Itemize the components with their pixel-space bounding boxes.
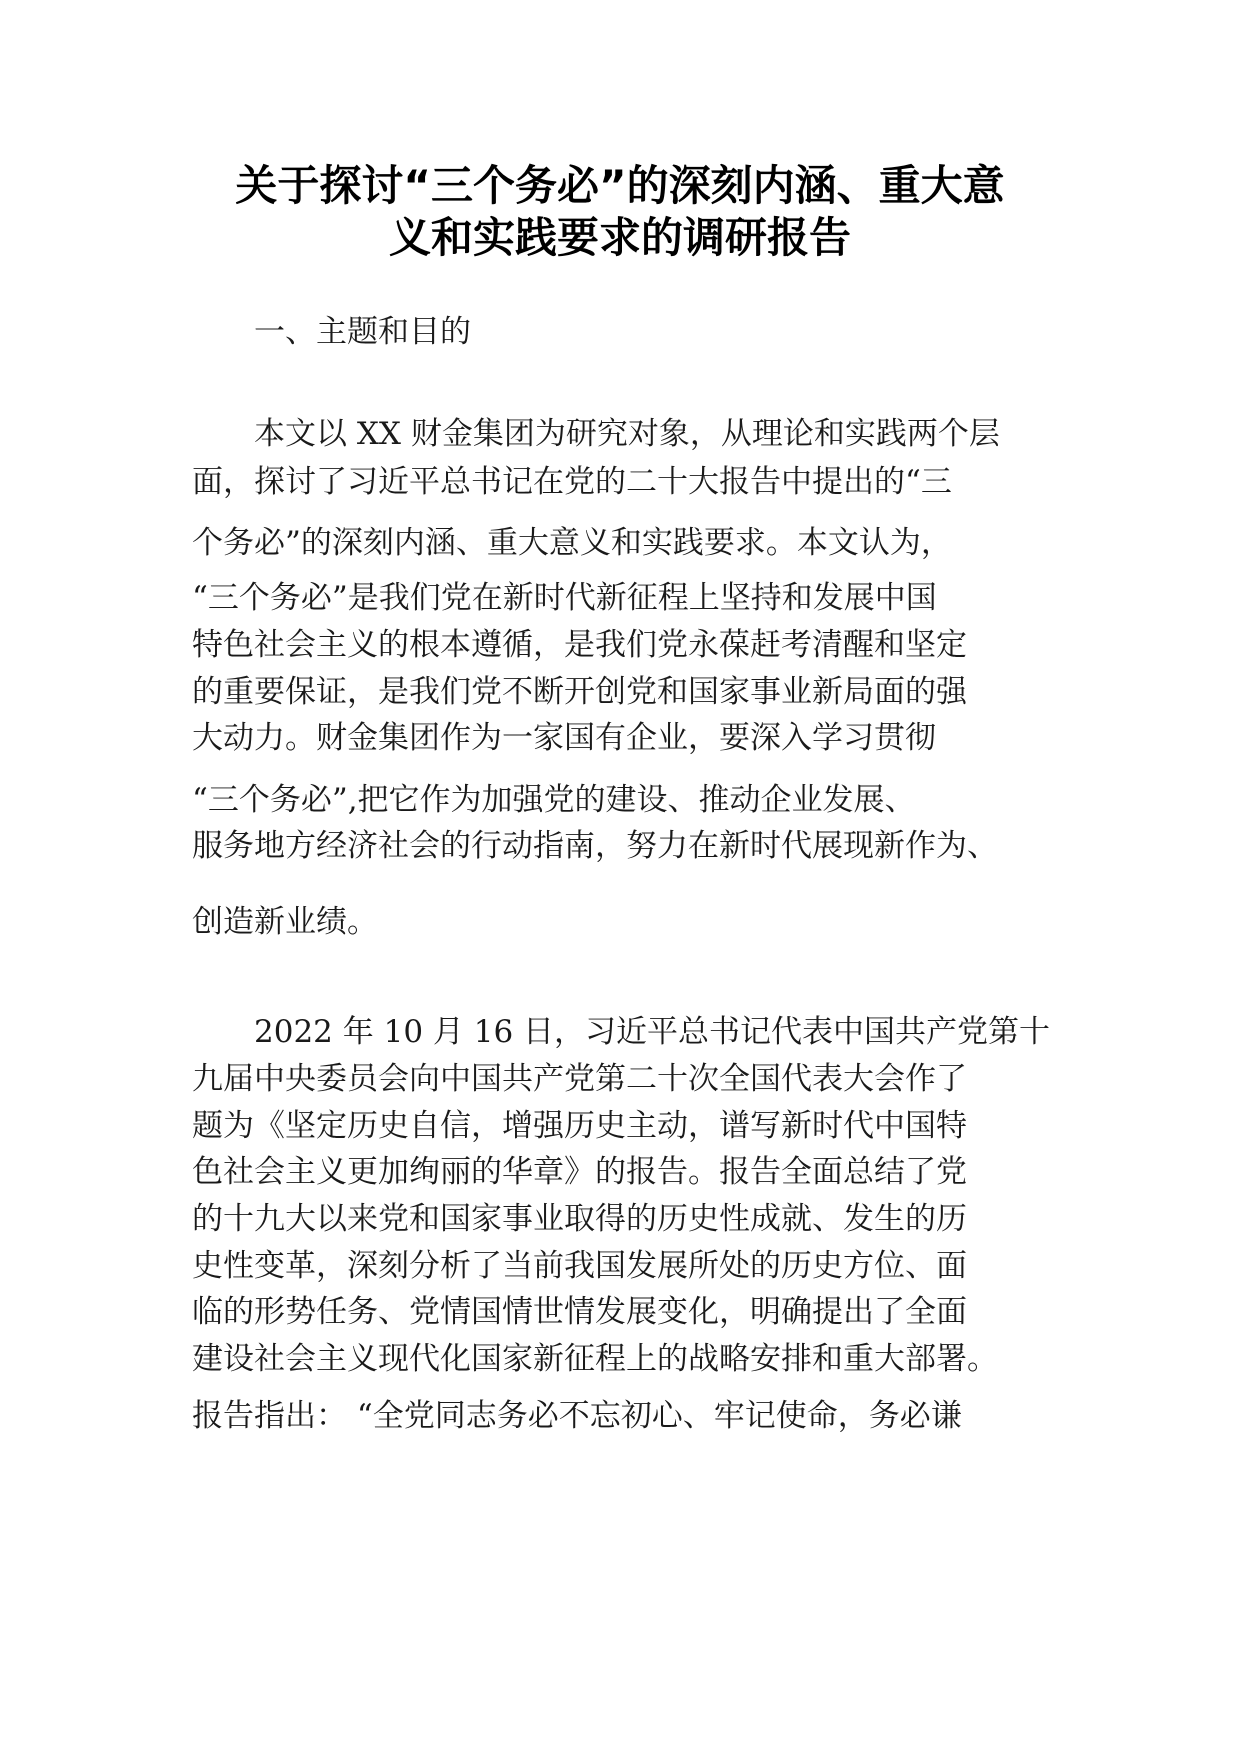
paragraph2-line-1: 2022 年 10 月 16 日，习近平总书记代表中国共产党第十 (254, 1014, 1051, 1050)
document-title-line-2: 义和实践要求的调研报告 (388, 213, 851, 262)
paragraph1-line-7: 大动力。财金集团作为一家国有企业，要深入学习贯彻 (192, 720, 936, 756)
paragraph2-line-6: 史性变革，深刻分析了当前我国发展所处的历史方位、面 (192, 1248, 967, 1284)
paragraph1-line-3: 个务必”的深刻内涵、重大意义和实践要求。本文认为， (192, 525, 952, 561)
paragraph1-line-2: 面，探讨了习近平总书记在党的二十大报告中提出的“三 (192, 464, 952, 500)
paragraph2-line-5: 的十九大以来党和国家事业取得的历史性成就、发生的历 (192, 1201, 967, 1237)
paragraph2-line-4: 色社会主义更加绚丽的华章》的报告。报告全面总结了党 (192, 1154, 967, 1190)
paragraph1-line-8: “三个务必”,把它作为加强党的建设、推动企业发展、 (192, 782, 916, 818)
document-title-line-1: 关于探讨“三个务必”的深刻内涵、重大意 (235, 161, 1005, 210)
paragraph1-line-4: “三个务必”是我们党在新时代新征程上坚持和发展中国 (192, 580, 937, 616)
paragraph1-line-9: 服务地方经济社会的行动指南，努力在新时代展现新作为、 (192, 828, 998, 864)
paragraph1-line-6: 的重要保证，是我们党不断开创党和国家事业新局面的强 (192, 674, 967, 710)
paragraph1-line-5: 特色社会主义的根本遵循，是我们党永葆赶考清醒和坚定 (192, 627, 967, 663)
section-heading: 一、主题和目的 (254, 314, 471, 350)
paragraph1-line-10: 创造新业绩。 (192, 904, 378, 940)
paragraph2-line-7: 临的形势任务、党情国情世情发展变化，明确提出了全面 (192, 1294, 967, 1330)
paragraph1-line-1: 本文以 XX 财金集团为研究对象，从理论和实践两个层 (254, 416, 1000, 452)
paragraph2-line-2: 九届中央委员会向中国共产党第二十次全国代表大会作了 (192, 1061, 967, 1097)
paragraph2-line-8: 建设社会主义现代化国家新征程上的战略安排和重大部署。 (192, 1341, 998, 1377)
paragraph2-line-9: 报告指出： “全党同志务必不忘初心、牢记使命，务必谦 (192, 1398, 962, 1434)
paragraph2-line-3: 题为《坚定历史自信，增强历史主动，谱写新时代中国特 (192, 1108, 967, 1144)
